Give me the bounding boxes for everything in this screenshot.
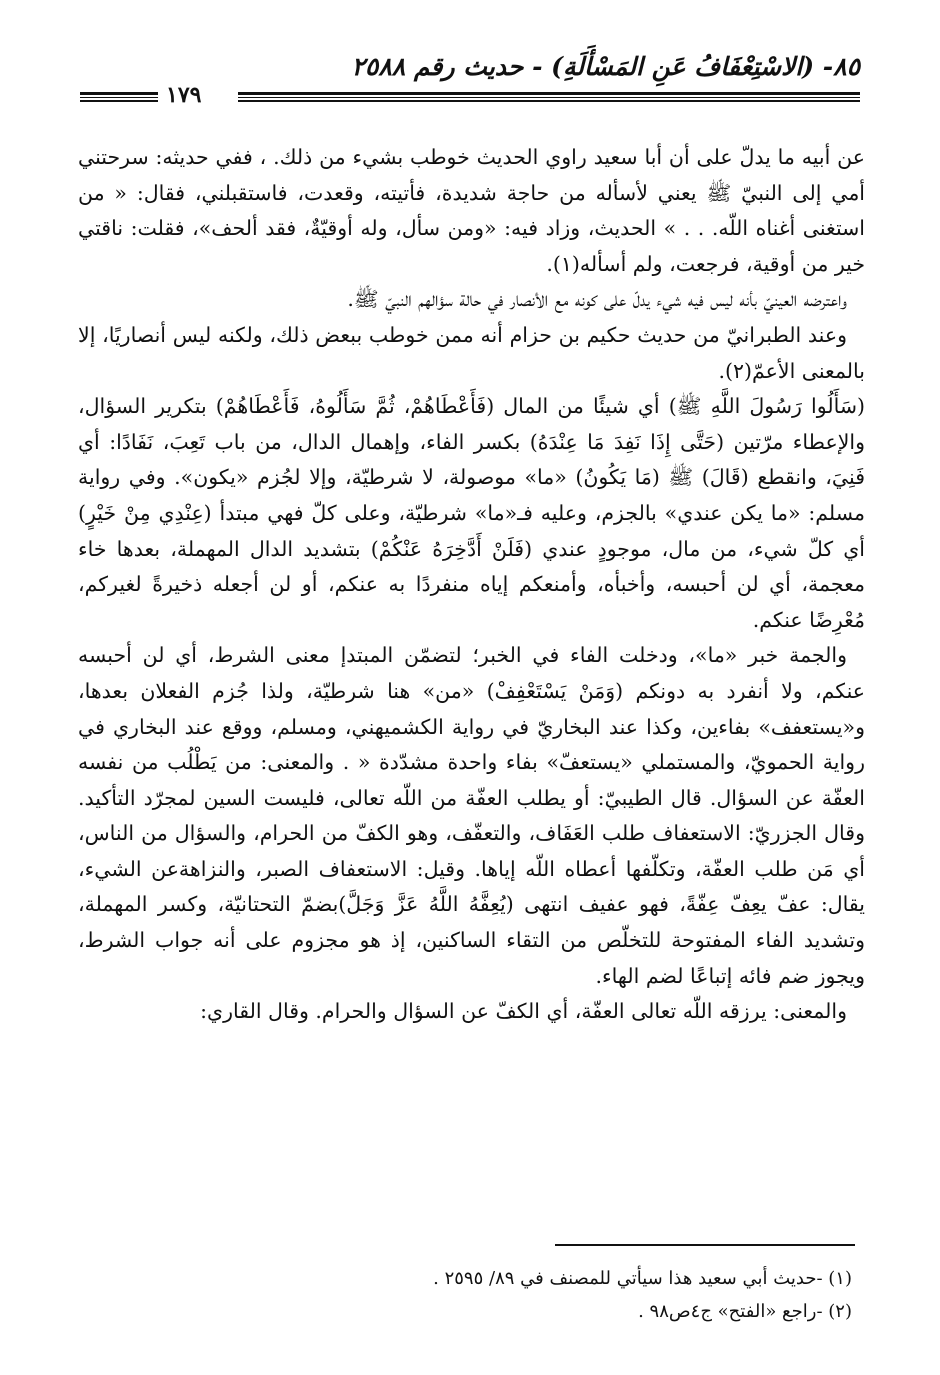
paragraph: (سَأَلُوا رَسُولَ اللَّهِ ﷺ) أي شيئًا من المال (فَأَعْطَاهُمْ، ثُمَّ سَأَلُوهُ، فَأَعْطَاهُمْ) بتكرير السؤال، والإعطاء مرّتين (حَتَّى إِذَا نَفِدَ مَا عِنْدَهُ) بكسر الفاء، وإهمال الدال، من باب تَعِبَ، نَفَادًا: أي فَنِيَ، وانقطع (قَالَ) ﷺ (مَا يَكُونُ) «ما» موصولة، لا شرطيّة، وإلا لجُزم «يكون». وفي رواية مسلم: «ما يكن عندي» بالجزم، وعليه فـ«ما» شرطيّة، وعلى كلّ فهي مبتدأ (عِنْدِي مِنْ خَيْرٍ) أي كلّ شيء، من مال، موجودٍ عندي (فَلَنْ أَدَّخِرَهُ عَنْكُمْ) بتشديد الدال المهملة، بعدها خاء معجمة، أي لن أحبسه، وأخبأه، وأمنعكم إياه منفردًا به عنكم، أو لن أجعله ذخيرةً لغيركم، مُعْرِضًا عنكم.: [78, 394, 865, 632]
page-header: [80, 52, 860, 122]
header-title: ٨٥- (الاسْتِعْفَافُ عَنِ المَسْأَلَةِ) - حديث رقم ٢٥٨٨: [351, 52, 860, 81]
footnote-divider: [555, 1244, 855, 1246]
footnote: (١) -حديث أبي سعيد هذا سيأتي للمصنف في ٨٩/ ٢٥٩٥ .: [433, 1268, 852, 1289]
paragraph: عن أبيه ما يدلّ على أن أبا سعيد راوي الحديث خوطب بشيء من ذلك. ، ففي حديثه: سرحتني أمي إلى النبيّ ﷺ يعني لأسأله من حاجة شديدة، فأتيته، وقعدت، فاستقبلني، فقال: « من استغنى أغناه اللّه. . . » الحديث، وزاد فيه: «ومن سأل، وله أوقيّةٌ، فقد ألحف»، فقلت: ناقتي خير من أوقية، فرجعت، ولم أسأله(١).: [78, 145, 865, 276]
paragraph: واعترضه العينيّ بأنه ليس فيه شيء يدلّ على كونه مع الأنصار في حالة سؤالهم النبيّ ﷺ.: [347, 287, 847, 312]
page-number: ١٧٩: [166, 82, 202, 108]
paragraph: والجمة خبر «ما»، ودخلت الفاء في الخبر؛ لتضمّن المبتدإ معنى الشرط، أي لن أحبسه عنكم، ولا أنفرد به دونكم (وَمَنْ يَسْتَعْفِفْ) «من» هنا شرطيّة، ولذا جُزم الفعلان بعدها، و«يستعفف» بفاءين، وكذا عند البخاريّ في رواية الكشميهني، ومسلم، ووقع عند البخاري في رواية الحمويّ، والمستملي «يستعفّ» بفاء واحدة مشدّدة « . والمعنى: من يَطْلُب من نفسه العفّة عن السؤال. قال الطيبيّ: أو يطلب العفّة من اللّه تعالى، فليست السين لمجرّد التأكيد. وقال الجزريّ: الاستعفاف طلب العَفَاف، والتعفّف، وهو الكفّ من الحرام، والسؤال من الناس، أي مَن طلب العفّة، وتكلّفها أعطاه اللّه إياها. وقيل: الاستعفاف الصبر، والنزاهةعن الشيء، يقال: عفّ يعِفّ عِفّةً، فهو عفيف انتهى (يُعِفَّهُ اللَّهُ عَزَّ وَجَلَّ)بضمّ التحتانيّة، وكسر المهملة، وتشديد الفاء المفتوحة للتخلّص من التقاء الساكنين، إذ هو مجزوم على أنه جواب الشرط، ويجوز ضم فائه إتباعًا لضم الهاء.: [78, 643, 865, 988]
paragraph: وعند الطبرانيّ من حديث حكيم بن حزام أنه ممن خوطب ببعض ذلك، ولكنه ليس أنصاريًا، إلا بالمعنى الأعمّ(٢).: [78, 322, 865, 383]
paragraph: والمعنى: يرزقه اللّه تعالى العفّة، أي الكفّ عن السؤال والحرام. وقال القاري:: [200, 999, 847, 1024]
header-rule-left: [80, 92, 158, 102]
header-rule-right: [238, 92, 860, 102]
footnotes: [152, 1262, 852, 1328]
body-text: [78, 140, 865, 1030]
footnote: (٢) -راجع «الفتح» ج٤ص٩٨ .: [638, 1301, 852, 1322]
